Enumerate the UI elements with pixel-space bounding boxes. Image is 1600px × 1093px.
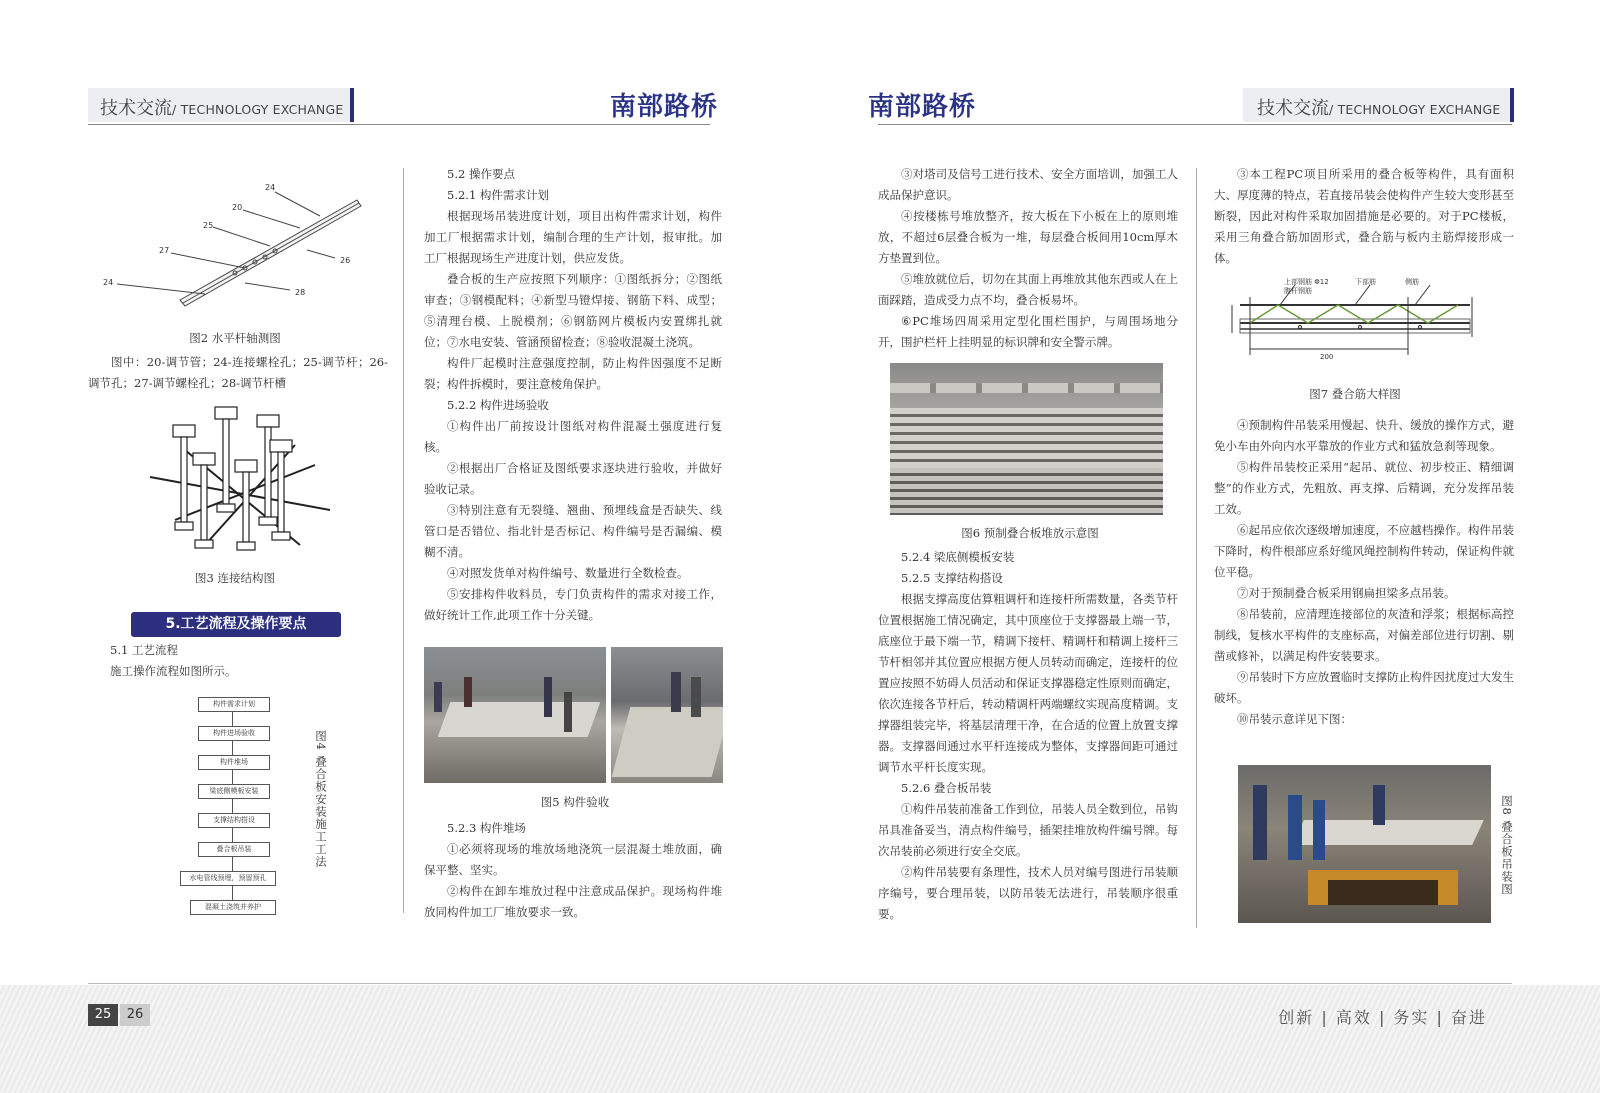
section-cn: 技术交流 (1257, 98, 1329, 119)
s521-title: 5.2.1 构件需求计划 (447, 188, 549, 202)
fig7-label: 腹杆钢筋 (1284, 287, 1312, 295)
paragraph: ③特别注意有无裂缝、翘曲、预埋线盒是否缺失、线管口是否错位、指北针是否标记、构件编号是否漏编、模糊不清。 (424, 503, 722, 559)
fig6-stacked-slabs-photo (890, 363, 1163, 515)
section-cn: 技术交流 (100, 98, 172, 119)
fig2-label: 25 (203, 221, 214, 230)
left-header-rule (88, 124, 710, 125)
flow-step: 混凝土浇筑并养护 (190, 900, 276, 915)
paragraph: ⑤安排构件收料员，专门负责构件的需求对接工作，做好统计工作,此项工作十分关键。 (424, 587, 722, 622)
paragraph: ⑩吊装示意详见下图： (1237, 712, 1352, 726)
flow-arrow (232, 828, 233, 842)
fig2-label: 26 (340, 256, 351, 265)
paragraph: 根据支撑高度估算粗调杆和连接杆所需数量，各类节杆位置根据施工情况确定，其中顶座位于支撑器最上端一节，底座位于最下端一节，精调下接杆、精调杆和精调上接杆三节杆相邻并其位置应根据方便人员转动而确定，连接杆的位置应按照不妨碍人员活动和保证支撑器稳定性原则而确定，依次连接各节杆后，转动精调杆两端螺纹实现高度精调。支撑器组装完毕，将基层清理干净，在合适的位置上放置支撑器。支撑器间通过水平杆连接成为整体，支撑器间距可通过调节水平杆长度实现。 (878, 592, 1178, 774)
left-column-divider (403, 168, 404, 913)
s524-title: 5.2.4 梁底侧模板安装 (901, 550, 1015, 564)
left-brand-logo: 南部路桥 (610, 92, 719, 122)
s522-title: 5.2.2 构件进场验收 (447, 398, 549, 412)
paragraph: ⑨吊装时下方应放置临时支撑防止构件因扰度过大发生破坏。 (1214, 670, 1514, 705)
section-5-banner: 5.工艺流程及操作要点 (131, 612, 341, 637)
flow-step: 构件需求计划 (198, 697, 270, 712)
flow-arrow (232, 741, 233, 755)
fig2-label: 24 (103, 278, 114, 287)
fig2-label: 27 (159, 246, 170, 255)
fig8-lifting-photo (1238, 765, 1491, 923)
fig2-label: 24 (265, 183, 276, 192)
left-header-title (100, 94, 343, 120)
flow-arrow (232, 770, 233, 784)
paragraph: ⑤构件吊装校正采用“起吊、就位、初步校正、精细调整”的作业方式，先粗放、再支撑、后精调，充分发挥吊装工效。 (1214, 460, 1514, 516)
fig2-caption: 图2 水平杆轴测图 (189, 331, 281, 345)
s525-title: 5.2.5 支撑结构搭设 (901, 571, 1003, 585)
right-col2-text-top (1214, 164, 1514, 269)
paragraph: ②构件吊装要有条理性，技术人员对编号图进行吊装顺序编号，要合理吊装，以防吊装无法进行，吊装顺序很重要。 (878, 865, 1178, 921)
fig7-label: 下部筋 (1355, 278, 1376, 286)
right-col1-text-bottom (878, 547, 1178, 925)
paragraph: ⑦对于预制叠合板采用钢扁担梁多点吊装。 (1237, 586, 1456, 600)
flow-arrow (232, 886, 233, 900)
left-col2-text-bottom (424, 818, 722, 923)
fig3-caption: 图3 连接结构图 (195, 571, 275, 585)
left-header-tab (88, 88, 354, 122)
fig2-label: 28 (295, 288, 306, 297)
section-5-1 (110, 640, 370, 682)
paragraph: ⑥起吊应依次逐级增加速度，不应越档操作。构件吊装下降时，构件根部应系好缆风绳控制构件转动，保证构件就位平稳。 (1214, 523, 1514, 579)
flow-step: 构件进场验收 (198, 726, 270, 741)
fig5-caption: 图5 构件验收 (540, 795, 610, 809)
s52-title: 5.2 操作要点 (447, 167, 515, 181)
left-col2-text-top (424, 164, 722, 626)
fig6-caption: 图6 预制叠合板堆放示意图 (961, 526, 1099, 540)
fig5-photo-left (424, 647, 606, 783)
paragraph: 叠合板的生产应按照下列顺序：①图纸拆分；②图纸审查；③钢模配料；④新型马镫焊接、钢筋下料、成型；⑤清理台模、上脱模剂；⑥钢筋网片模板内安置绑扎就位；⑦水电安装、管涵预留检查；⑧验收混凝土浇筑。 (424, 272, 722, 349)
fig7-label: 上部钢筋 Φ12 (1284, 278, 1329, 286)
flow-arrow (232, 712, 233, 726)
fig7-label: 200 (1320, 353, 1334, 361)
flow-step: 叠合板吊装 (198, 842, 270, 857)
flow-step: 梁底侧模板安装 (198, 784, 270, 799)
right-header-rule (878, 124, 1512, 125)
section-en: / TECHNOLOGY EXCHANGE (172, 102, 344, 117)
right-brand-logo: 南部路桥 (868, 92, 977, 122)
fig7-truss-rebar-detail-drawing (1220, 275, 1490, 370)
flow-step: 支撑结构搭设 (198, 813, 270, 828)
paragraph: ⑤堆放就位后，切勿在其面上再堆放其他东西或人在上面踩踏，造成受力点不均，叠合板易坏。 (878, 272, 1178, 307)
fig3-connection-structure-drawing (145, 405, 335, 560)
paragraph: ④对照发货单对构件编号、数量进行全数检查。 (447, 566, 689, 580)
page-number-right: 26 (120, 1004, 150, 1026)
paragraph: ⑧吊装前，应清理连接部位的灰渣和浮浆；根据标高控制线，复核水平构件的支座标高，对偏差部位进行切割、剔凿或修补，以满足构件安装要求。 (1214, 607, 1514, 663)
fig4-caption: 图4 叠合板安装施工工法 (314, 730, 328, 868)
paragraph: 根据现场吊装进度计划，项目出构件需求计划，构件加工厂根据需求计划，编制合理的生产计划，报审批。加工厂根据现场生产进度计划，供应发货。 (424, 209, 722, 265)
fig2-label: 20 (232, 203, 243, 212)
footer-rule (88, 983, 1512, 984)
right-col2-text-bottom (1214, 415, 1514, 730)
paragraph: ⑥PC堆场四周采用定型化围栏围护，与周围场地分开，围护栏杆上挂明显的标识牌和安全警示牌。 (878, 314, 1178, 349)
paragraph: 构件厂起模时注意强度控制，防止构件因强度不足断裂；构件拆模时，要注意棱角保护。 (424, 356, 722, 391)
flow-arrow (232, 799, 233, 813)
footer-band (0, 985, 1600, 1093)
paragraph: ④按楼栋号堆放整齐，按大板在下小板在上的原则堆放，不超过6层叠合板为一堆，每层叠合板间用10cm厚木方垫置到位。 (878, 209, 1178, 265)
fig2-horizontal-rod-drawing (95, 180, 365, 315)
paragraph: ①必须将现场的堆放场地浇筑一层混凝土堆放面，确保平整、坚实。 (424, 842, 722, 877)
flow-step: 构件堆场 (198, 755, 270, 770)
flow-step: 水电管线预埋，预留预孔 (180, 871, 276, 886)
fig2-legend (88, 352, 388, 394)
paragraph: ③本工程PC项目所采用的叠合板等构件，具有面积大、厚度薄的特点，若直接吊装会使构件产生较大变形甚至断裂，因此对构件采取加固措施是必要的。对于PC楼板，采用三角叠合筋加固形式，叠合筋与板内主筋焊接形成一体。 (1214, 167, 1514, 265)
page-number-left: 25 (88, 1004, 118, 1026)
fig7-caption: 图7 叠合筋大样图 (1309, 387, 1401, 401)
paragraph: ②构件在卸车堆放过程中注意成品保护。现场构件堆放同构件加工厂堆放要求一致。 (424, 884, 722, 919)
right-col1-text-top (878, 164, 1178, 353)
section-en: / TECHNOLOGY EXCHANGE (1329, 102, 1501, 117)
fig2-legend-text: 图中：20-调节管；24-连接螺栓孔；25-调节杆；26-调节孔；27-调节螺栓孔；28-调节杆槽 (88, 355, 388, 390)
fig5-photo-right (611, 647, 723, 783)
right-header-tab (1243, 88, 1514, 122)
fig7-label: 侧筋 (1405, 278, 1419, 286)
s51-title: 5.1 工艺流程 (110, 643, 178, 657)
paragraph: ②根据出厂合格证及图纸要求逐块进行验收，并做好验收记录。 (424, 461, 722, 496)
paragraph: ④预制构件吊装采用慢起、快升、缓放的操作方式，避免小车由外向内水平靠放的作业方式和猛放急刹等现象。 (1214, 418, 1514, 453)
footer-slogan: 创新 | 高效 | 务实 | 奋进 (1278, 1008, 1487, 1027)
s51-text: 施工操作流程如图所示。 (110, 664, 237, 678)
right-header-title (1257, 94, 1500, 120)
s526-title: 5.2.6 叠合板吊装 (901, 781, 992, 795)
paragraph: ①构件出厂前按设计图纸对构件混凝土强度进行复核。 (424, 419, 722, 454)
paragraph: ③对塔司及信号工进行技术、安全方面培训，加强工人成品保护意识。 (878, 167, 1178, 202)
s523-title: 5.2.3 构件堆场 (447, 821, 526, 835)
paragraph: ①构件吊装前准备工作到位，吊装人员全数到位，吊钩吊具准备妥当，清点构件编号，插架挂堆放构件编号牌。每次吊装前必须进行安全交底。 (878, 802, 1178, 858)
fig8-caption: 图8 叠合板吊装图 (1500, 795, 1514, 896)
flow-arrow (232, 857, 233, 871)
right-column-divider (1196, 168, 1197, 928)
